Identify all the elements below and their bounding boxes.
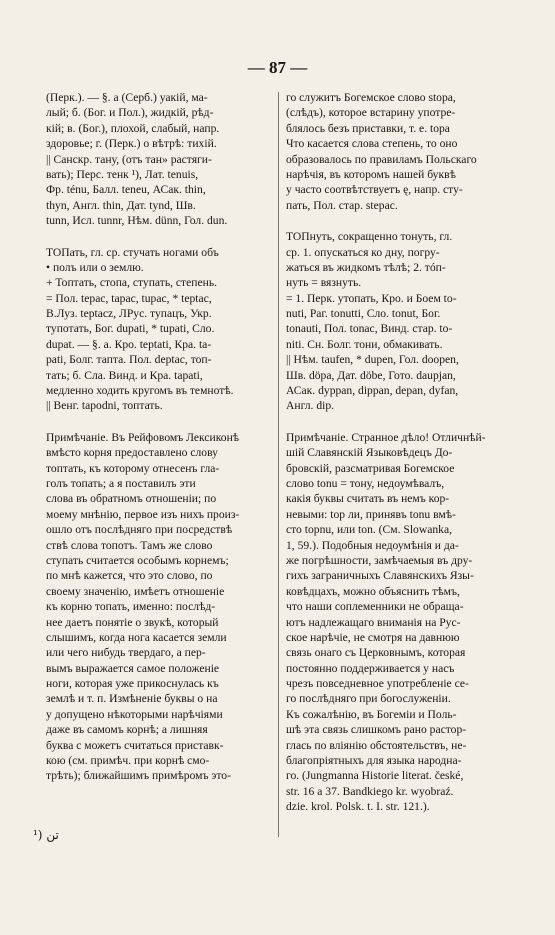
text-line: какія буквы считать въ немъ кор- — [286, 492, 450, 506]
text-line: В.Луз. teptacz, ЛРус. тупацъ, Укр. — [46, 307, 212, 321]
text-line: dupat. — §. а. Кро. teptati, Кра. ta- — [46, 337, 212, 351]
text-line: трѣть); ближайшимъ примѣромъ это- — [46, 769, 231, 783]
text-line: ютъ надлежащаго вниманія на Рус- — [286, 615, 461, 629]
text-line: медленно ходить кругомъ въ темнотѣ. — [46, 384, 234, 398]
text-line: пать, Пол. стар. stepac. — [286, 198, 398, 212]
text-line: глась по вліянію обстоятельствъ, не- — [286, 738, 467, 752]
text-line: шѣ эта связь слишкомъ рано растор- — [286, 723, 467, 737]
text-line: = Пол. tepac, tapac, tupac, * teptac, — [46, 291, 212, 305]
text-line: постоянно поддерживается у насъ — [286, 661, 455, 675]
text-line: сто topnu, или ton. (См. Slowanka, — [286, 523, 453, 537]
text-line: буква с можетъ считаться приставк- — [46, 738, 224, 752]
text-line: вать); Перс. тенк ¹), Лат. tenuis, — [46, 167, 199, 181]
text-line: tunn, Исл. tunnr, Нѣм. dünn, Гол. dun. — [46, 214, 228, 228]
text-line: нее даетъ понятіе о звукѣ, который — [46, 615, 219, 629]
text-line: niti. Сн. Болг. тони, обмакивать. — [286, 337, 443, 351]
text-line: слово tonu = тону, недоумѣвалъ, — [286, 476, 445, 490]
text-line: АСак. dyppan, dippan, depan, dyfan, — [286, 384, 459, 398]
column-divider — [278, 92, 279, 837]
text-line: нарѣчія, въ которомъ нашей буквѣ — [286, 167, 456, 181]
text-line: землѣ и т. п. Измѣненіе буквы о на — [46, 692, 218, 706]
text-line: ТОПнуть, сокращенно тонуть, гл. — [286, 230, 453, 244]
text-line: слова въ обратномъ отношеніи; по — [46, 492, 217, 506]
text-line: жаться въ жидкомъ тѣлѣ; 2. тóп- — [286, 260, 446, 274]
text-line: (слѣдъ), которое встарину употре- — [286, 106, 456, 120]
text-line: ковѣдцахъ, можно объяснить тѣмъ, — [286, 584, 460, 598]
entry-topnut — [286, 229, 516, 414]
text-line: Шв. döpa, Дат. döbe, Гото. daupjan, — [286, 368, 456, 382]
note-topnut — [286, 430, 516, 815]
text-line: ступать считается особымъ корнемъ; — [46, 553, 229, 567]
text-line: ТОПать, гл. ср. стучать ногами объ — [46, 245, 219, 259]
page-number: — 87 — — [247, 58, 308, 77]
text-line: || Венг. tapodni, топтать. — [46, 399, 163, 413]
text-line: чрезъ повседневное употребленіе се- — [286, 677, 469, 691]
text-line: къ корню топать, именно: послѣд- — [46, 600, 216, 614]
text-line: ское нарѣчіе, не смотря на давнюю — [286, 630, 460, 644]
text-line: образовалось по правиламъ Польскаго — [286, 152, 477, 166]
footnote: ¹) تن — [33, 828, 59, 842]
entry-spacer — [286, 414, 516, 430]
text-line: patі, Болг. тапта. Пол. deptac, топ- — [46, 353, 212, 367]
text-line: вмѣсто корня предоставлено слову — [46, 446, 218, 460]
text-line: (Перк.). — §. а (Серб.) уакій, ма- — [46, 91, 208, 104]
text-line: ствѣ слова топотъ. Тамъ же слово — [46, 538, 213, 552]
text-line: кою (см. примѣч. при корнѣ смо- — [46, 754, 210, 768]
text-line: str. 16 a 37. Bandkiego kr. wyobraź. — [286, 784, 454, 798]
text-line: лый; б. (Бог. и Пол.), жидкій, рѣд- — [46, 106, 214, 120]
text-line: ср. 1. опускаться ко дну, погру- — [286, 245, 440, 259]
text-line: 1, 59.). Подобныя недоумѣнія и да- — [286, 538, 459, 552]
text-line: или чего нибудь твердаго, а пер- — [46, 646, 206, 660]
text-line: блялось безъ приставки, т. е. topa — [286, 121, 450, 135]
text-line: связь онаго съ Церковнымъ, которая — [286, 646, 466, 660]
text-line: ноги, которая уже прикоснулась къ — [46, 677, 219, 691]
text-line: + Топтать, стопа, ступать, степень. — [46, 276, 218, 290]
text-line: у часто соотвѣтствуетъ ę, напр. сту- — [286, 183, 463, 197]
text-line: dzie. krol. Polsk. t. I. str. 121.). — [286, 800, 430, 814]
text-line: бровскій, разсматривая Богемское — [286, 461, 455, 475]
text-line: nuti, Раг. tonutti, Сло. tonut, Бог. — [286, 307, 441, 321]
text-line: tonauti, Пол. tonac, Винд. стар. to- — [286, 322, 453, 336]
text-line: thyn, Англ. thin, Дат. tynd, Шв. — [46, 198, 196, 212]
text-line: по мнѣ кажется, что это слово, по — [46, 569, 213, 583]
text-line: у допущено нѣкоторыми нарѣчіями — [46, 707, 223, 721]
text-line: моему мнѣнію, первое изъ нихъ произ- — [46, 507, 240, 521]
text-line: || Санскр. тану, (отъ тан» растяги- — [46, 152, 212, 166]
note-topat — [46, 430, 271, 784]
left-entry-continuation — [46, 90, 271, 229]
text-line: топтать, къ которому отнесенъ гла- — [46, 461, 220, 475]
text-line: ошло отъ послѣдняго при посредствѣ — [46, 523, 233, 537]
text-line: Примѣчаніе. Странное дѣло! Отличнѣй- — [286, 430, 486, 444]
text-line: го служитъ Богемское слово stopa, — [286, 91, 456, 104]
text-line: же погрѣшности, замѣчаемыя въ дру- — [286, 553, 473, 567]
text-line: шій Славянскій Языковѣдецъ До- — [286, 446, 453, 460]
text-line: тать; б. Сла. Винд. и Кра. tapati, — [46, 368, 203, 382]
text-line: • полъ или о землю. — [46, 260, 144, 274]
entry-topat — [46, 245, 271, 414]
text-line: го послѣдняго при богослуженіи. — [286, 692, 451, 706]
right-note-continuation — [286, 90, 516, 213]
text-line: невыми: top ли, принявъ tonu вмѣ- — [286, 507, 456, 521]
text-line: гихъ заграничныхъ Славянскихъ Язы- — [286, 569, 474, 583]
text-line: что наши соплеменники не обраща- — [286, 600, 464, 614]
left-column — [46, 90, 271, 784]
entry-spacer — [46, 414, 271, 430]
text-line: Къ сожалѣнію, въ Богеміи и Поль- — [286, 707, 457, 721]
entry-spacer — [286, 213, 516, 229]
text-line: кій; в. (Бог.), плохой, слабый, напр. — [46, 121, 220, 135]
text-line: Примѣчаніе. Въ Рейфовомъ Лексиконѣ — [46, 430, 240, 444]
text-line: го. (Jungmanna Historie literat. české, — [286, 769, 464, 783]
entry-spacer — [46, 229, 271, 245]
text-line: слышимъ, когда нога касается земли — [46, 630, 227, 644]
right-column — [286, 90, 516, 815]
text-line: здоровье; г. (Перк.) о вѣтрѣ: тихій. — [46, 137, 217, 151]
text-line: своему значенію, имѣетъ отношеніе — [46, 584, 225, 598]
text-line: благопріятныхъ для языка народна- — [286, 754, 462, 768]
text-line: вымъ выражается самое положеніе — [46, 661, 220, 675]
text-line: нуть = вязнуть. — [286, 276, 362, 290]
text-line: тупотать, Бог. dupati, * tupati, Сло. — [46, 322, 215, 336]
text-line: голъ топать; а я поставилъ эти — [46, 476, 196, 490]
text-line: Фр. ténu, Балл. teneu, АСак. thin, — [46, 183, 206, 197]
text-line: Что касается слова степень, то оно — [286, 137, 458, 151]
text-line: Англ. dip. — [286, 399, 335, 413]
text-line: = 1. Перк. утопать, Кро. и Боем to- — [286, 291, 457, 305]
text-line: даже въ самомъ корнѣ; а лишняя — [46, 723, 208, 737]
text-line: || Нѣм. taufen, * dupen, Гол. doopen, — [286, 353, 459, 367]
